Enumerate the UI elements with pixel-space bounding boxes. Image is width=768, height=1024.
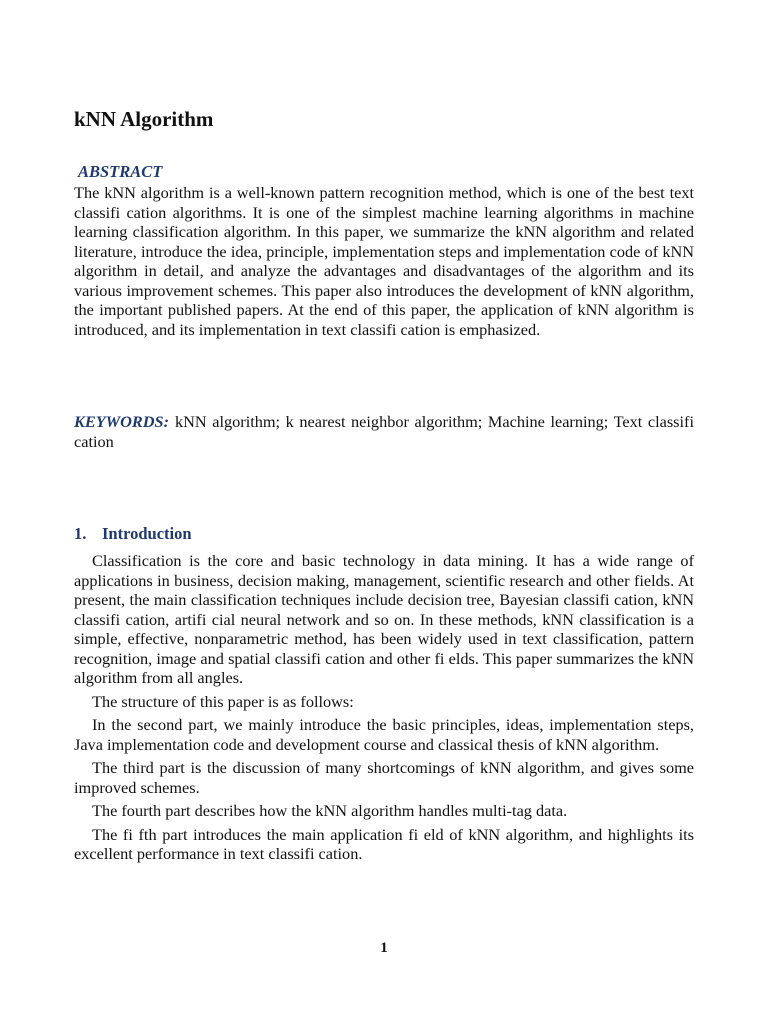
intro-paragraph: In the second part, we mainly introduce the basic principles, ideas, implementation steps, Java implementation code and development course and classical thesis of kNN algorithm. [74, 715, 694, 754]
intro-paragraph: Classification is the core and basic technology in data mining. It has a wide range of applications in business, decision making, management, scientific research and other fields. At present, the main classification techniques include decision tree, Bayesian classifi cation, kNN classifi cation, artifi cial neural network and so on. In these methods, kNN classification is a simple, effective, nonparametric method, has been widely used in text classification, pattern recognition, image and spatial classifi cation and other fi elds. This paper summarizes the kNN algorithm from all angles. [74, 551, 694, 687]
intro-paragraph: The structure of this paper is as follows: [92, 691, 354, 711]
page-number: 1 [380, 940, 388, 956]
paper-title: kNN Algorithm [74, 107, 214, 131]
section-heading-introduction [74, 524, 192, 544]
introduction-body [74, 551, 694, 868]
keywords [74, 412, 694, 451]
section-title: Introduction [102, 524, 192, 543]
intro-paragraph: The third part is the discussion of many shortcomings of kNN algorithm, and gives some improved schemes. [74, 758, 694, 797]
intro-paragraph: The fi fth part introduces the main application fi eld of kNN algorithm, and highlights its excellent performance in text classifi cation. [74, 824, 694, 863]
abstract-body: The kNN algorithm is a well-known pattern recognition method, which is one of the best text classifi cation algorithms. It is one of the simplest machine learning algorithms in machine learning classification algorithm. In this paper, we summarize the kNN algorithm and related literature, introduce the idea, principle, implementation steps and implementation code of kNN algorithm in detail, and analyze the advantages and disadvantages of the algorithm and its various improvement schemes. This paper also introduces the development of kNN algorithm, the important published papers. At the end of this paper, the application of kNN algorithm is introduced, and its implementation in text classifi cation is emphasized. [74, 183, 694, 339]
keywords-text: kNN algorithm; k nearest neighbor algorithm; Machine learning; Text classifi cation [74, 412, 694, 451]
section-number: 1. [74, 524, 87, 543]
paper-page [74, 0, 694, 1024]
intro-paragraph: The fourth part describes how the kNN algorithm handles multi-tag data. [92, 801, 568, 820]
keywords-label: KEYWORDS: [74, 412, 169, 431]
abstract-heading: ABSTRACT [78, 162, 163, 181]
